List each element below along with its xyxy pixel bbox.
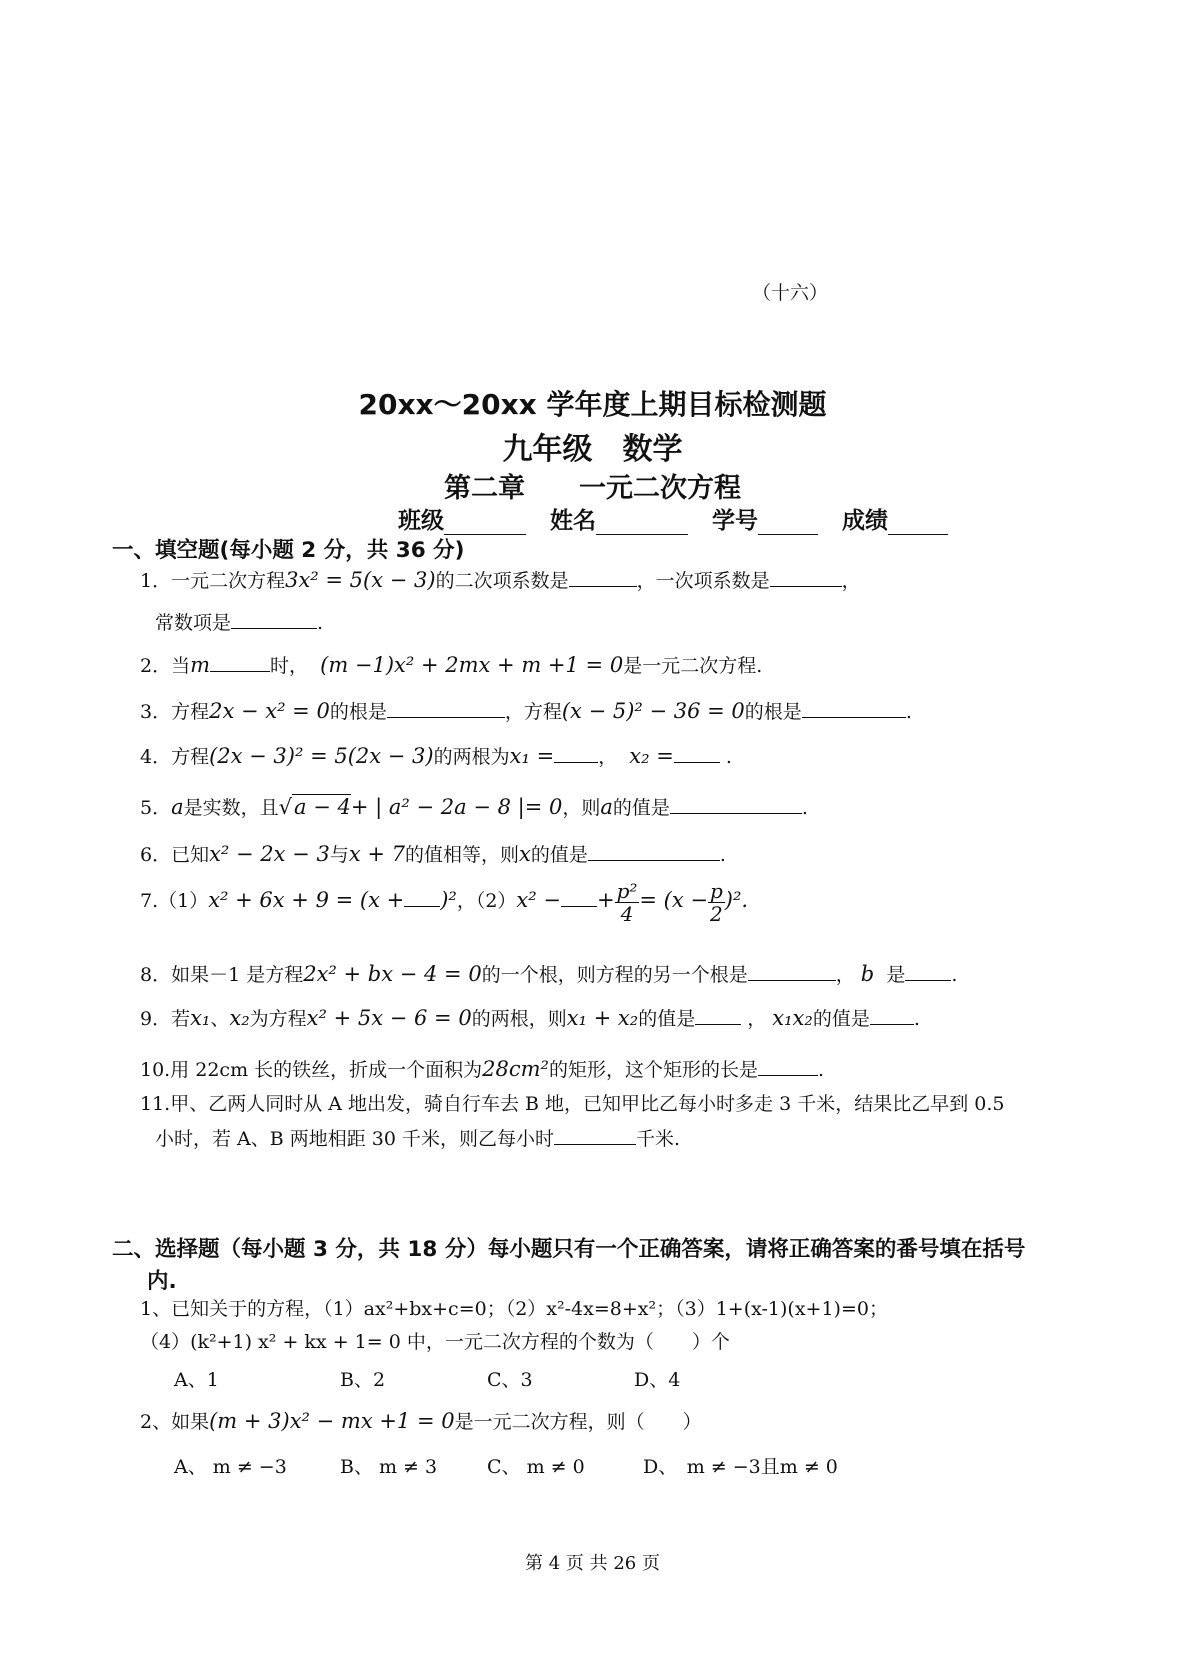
name-label: 姓名 (550, 508, 597, 534)
q7-expr-3: = (x − (639, 888, 708, 912)
mc1-option-c[interactable]: C、3 (487, 1369, 533, 1391)
q6-text-3: 的值是 (530, 844, 588, 866)
score-label: 成绩 (842, 508, 889, 534)
q6-prefix: 6．已知 (140, 844, 210, 866)
q1-text: 的二次项系数是 (435, 570, 569, 592)
q7-blank-2[interactable] (561, 888, 597, 907)
q2-prefix: 2．当 (140, 655, 191, 677)
section-2-heading: 二、选择题（每小题 3 分，共 18 分）每小题只有一个正确答案，请将正确答案的番号填在括号内. (112, 1237, 1026, 1294)
q9-blank-1[interactable] (695, 1006, 741, 1025)
q5-a-2: a (600, 795, 613, 819)
q7-frac2-num: p (709, 878, 723, 903)
q8-b: b (860, 962, 875, 986)
q6-blank[interactable] (588, 842, 720, 861)
question-4: 4．方程(2x − 3)² = 5(2x − 3)的两根为x₁ = ， x₂ = . (140, 744, 732, 768)
q7-frac2-den: 2 (710, 901, 723, 926)
q3-blank-1[interactable] (387, 699, 505, 718)
mc1-option-d[interactable]: D、4 (634, 1369, 681, 1391)
q7-frac1-den: 4 (620, 901, 634, 926)
q2-m: m (190, 653, 211, 677)
q7-expr-2: x² − (516, 888, 561, 912)
q9-text-3: 的值是 (638, 1008, 696, 1030)
q3-text-3: 的根是 (744, 701, 802, 723)
mc2-option-a[interactable]: A、 m ≠ −3 (174, 1456, 287, 1478)
q3-equation-1: 2x − x² = 0 (209, 699, 330, 723)
exam-series-tag: （十六） (752, 282, 829, 304)
q9-sep: 、 (210, 1008, 230, 1030)
q11-blank[interactable] (554, 1126, 636, 1145)
q5-radicand: a − 4 (294, 795, 351, 819)
question-10: 10.用 22cm 长的铁丝，折成一个面积为28cm²的矩形，这个矩形的长是 . (140, 1057, 825, 1081)
q7-text: ，（2） (456, 890, 517, 912)
mc2-text: 是一元二次方程，则（ ） (454, 1411, 702, 1433)
q4-equation: (2x − 3)² = 5(2x − 3) (209, 744, 434, 768)
mc2-option-b[interactable]: B、 m ≠ 3 (340, 1456, 438, 1478)
q9-text-2: 的两根，则 (471, 1008, 567, 1030)
student-info-line (398, 502, 948, 535)
q5-blank[interactable] (670, 795, 802, 814)
mc1-option-b[interactable]: B、2 (340, 1369, 386, 1391)
mc-question-1-line-2: （4）(k²+1) x² + kx + 1= 0 中，一元二次方程的个数为（ ）个 (140, 1331, 730, 1353)
question-3: 3．方程2x − x² = 0的根是 ，方程(x − 5)² − 36 = 0的根是 . (140, 699, 912, 723)
q7-plus: + (596, 888, 615, 912)
class-label: 班级 (398, 508, 444, 534)
q7-end: )². (724, 888, 749, 912)
q4-blank-1[interactable] (554, 744, 598, 763)
q5-a: a (171, 795, 184, 819)
mc2-option-c[interactable]: C、 m ≠ 0 (487, 1456, 585, 1478)
mc-question-2 (140, 1407, 702, 1434)
q7-expr-1-end: )² (440, 888, 457, 912)
question-11-line-1: 11.甲、乙两人同时从 A 地出发，骑自行车去 B 地，已知甲比乙每小时多走 3 千米，结果比乙早到 0.5 (140, 1093, 1005, 1115)
question-11-line-2 (155, 1124, 680, 1151)
q9-x2: x₂ (229, 1006, 250, 1030)
q4-prefix: 4．方程 (140, 746, 210, 768)
q8-text-2: 是 (886, 964, 906, 986)
q10-blank[interactable] (758, 1057, 818, 1076)
q11-text-2: 千米. (636, 1128, 681, 1150)
number-label: 学号 (712, 508, 759, 534)
q7-frac1-num: p² (616, 878, 638, 903)
q9-equation: x² + 5x − 6 = 0 (306, 1006, 472, 1030)
q5-prefix: 5． (140, 797, 172, 819)
q6-x: x (519, 842, 531, 866)
q2-text: 时， (270, 655, 309, 677)
q4-x2: x₂ = (629, 744, 674, 768)
question-6: 6．已知x² − 2x − 3与x + 7的值相等，则x的值是 . (140, 842, 726, 866)
section-1-heading: 一、填空题(每小题 2 分，共 36 分) (112, 538, 465, 563)
q10-prefix: 10.用 22cm 长的铁丝，折成一个面积为 (140, 1059, 483, 1081)
mc2-prefix: 2、如果 (140, 1411, 210, 1433)
question-5: 5．a是实数，且√a − 4+ | a² − 2a − 8 |= 0，则a的值是 . (140, 795, 808, 819)
q7-expr-1: x² + 6x + 9 = (x + (208, 888, 405, 912)
q4-text: 的两根为 (433, 746, 510, 768)
number-blank[interactable] (758, 512, 818, 535)
question-1-line-2: 常数项是 . (155, 612, 324, 634)
q3-prefix: 3．方程 (140, 701, 210, 723)
grade-subject: 九年级 数学 (502, 432, 683, 467)
q11-text-1: 小时，若 A、B 两地相距 30 千米，则乙每小时 (155, 1128, 555, 1150)
page-footer: 第 4 页 共 26 页 (525, 1553, 660, 1574)
q8-blank-1[interactable] (748, 962, 836, 981)
q9-text-4: 的值是 (812, 1008, 870, 1030)
q6-expr-2: x + 7 (348, 842, 405, 866)
q8-prefix: 8．如果－1 是方程 (140, 964, 304, 986)
q7-prefix: 7.（1） (140, 890, 209, 912)
q3-text-1: 的根是 (329, 701, 387, 723)
q7-fraction-2 (708, 880, 725, 925)
q2-equation: (m −1)x² + 2mx + m +1 = 0 (320, 653, 624, 677)
mc2-option-d[interactable]: D、 m ≠ −3且m ≠ 0 (643, 1456, 838, 1478)
class-blank[interactable] (444, 512, 526, 535)
q9-text-1: 为方程 (249, 1008, 307, 1030)
q9-prefix: 9．若 (140, 1008, 191, 1030)
q7-fraction-1 (615, 880, 640, 925)
q1-prefix: 1．一元二次方程 (140, 570, 286, 592)
question-2 (140, 651, 762, 678)
q9-sum: x₁ + x₂ (566, 1006, 639, 1030)
mc-question-1-line-1: 1、已知关于的方程，（1）ax²+bx+c=0；（2）x²-4x=8+x²；（3）1+(x-1)(x+1)=0； (140, 1298, 888, 1320)
q2-end: 是一元二次方程. (623, 655, 763, 677)
q1-line2-text: 常数项是 (155, 612, 232, 634)
q1-blank-2[interactable] (770, 568, 842, 587)
question-9: 9．若x₁、x₂为方程x² + 5x − 6 = 0的两根，则x₁ + x₂的值是 ， x₁x₂的值是 . (140, 1006, 920, 1030)
q3-text-2: ，方程 (504, 701, 562, 723)
q9-product: x₁x₂ (772, 1006, 813, 1030)
q1-text-2: ，一次项系数是 (636, 570, 770, 592)
q4-x1: x₁ = (509, 744, 555, 768)
q5-text-2: ，则 (562, 797, 601, 819)
q7-blank-1[interactable] (404, 888, 440, 907)
q4-blank-2[interactable] (674, 744, 720, 763)
question-7 (140, 872, 748, 928)
q6-expr-1: x² − 2x − 3 (209, 842, 330, 866)
q8-equation: 2x² + bx − 4 = 0 (303, 962, 482, 986)
q8-text-1: 的一个根，则方程的另一个根是 (481, 964, 748, 986)
q6-text-2: 的值相等，则 (405, 844, 520, 866)
chapter-title: 第二章 一元二次方程 (444, 473, 741, 504)
question-8: 8．如果－1 是方程2x² + bx − 4 = 0的一个根，则方程的另一个根是 ， b 是 . (140, 962, 958, 986)
q1-end: ， (841, 570, 861, 592)
q10-text: 的矩形，这个矩形的长是 (548, 1059, 758, 1081)
q5-radical: √a − 4 (278, 795, 351, 819)
q2-blank[interactable] (210, 653, 270, 672)
q8-blank-2[interactable] (905, 962, 951, 981)
q1-blank-1[interactable] (569, 568, 637, 587)
mc2-equation: (m + 3)x² − mx +1 = 0 (209, 1409, 455, 1433)
q5-text-1: 是实数，且 (183, 797, 279, 819)
q1-blank-3[interactable] (231, 610, 317, 629)
q1-equation: 3x² = 5(x − 3) (285, 568, 436, 592)
q3-equation-2: (x − 5)² − 36 = 0 (561, 699, 745, 723)
exam-title: 20xx～20xx 学年度上期目标检测题 (358, 388, 827, 421)
q9-blank-2[interactable] (870, 1006, 914, 1025)
q6-text-1: 与 (329, 844, 349, 866)
q5-abs-term: + | a² − 2a − 8 |= 0 (350, 795, 563, 819)
question-1 (140, 566, 861, 593)
q10-area: 28cm² (482, 1057, 549, 1081)
q9-x1: x₁ (190, 1006, 211, 1030)
q5-text-3: 的值是 (612, 797, 670, 819)
q3-blank-2[interactable] (802, 699, 906, 718)
mc1-option-a[interactable]: A、1 (174, 1369, 219, 1391)
score-blank[interactable] (888, 512, 948, 535)
name-blank[interactable] (596, 512, 688, 535)
